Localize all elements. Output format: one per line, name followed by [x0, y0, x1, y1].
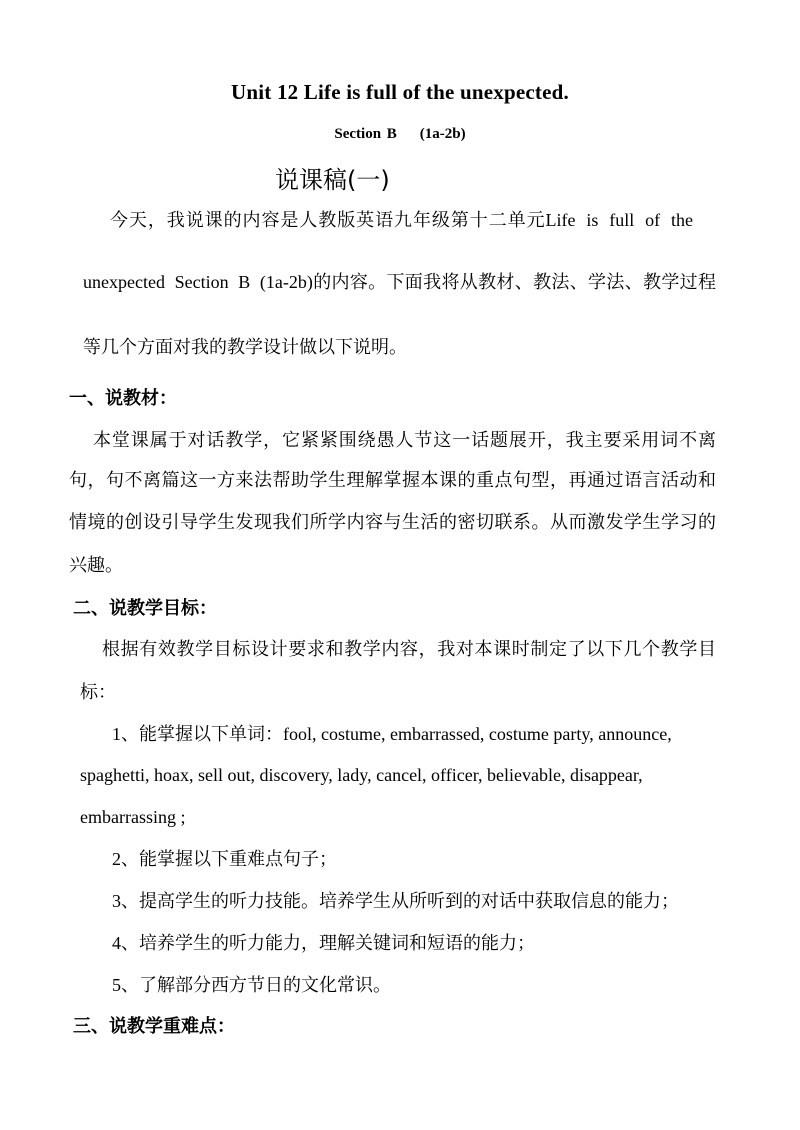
document-title: Unit 12 Life is full of the unexpected.: [231, 80, 569, 104]
section-1-line-2: 句，句不离篇这一方来法帮助学生理解掌握本课的重点句型，再通过语言活动和: [69, 470, 716, 490]
section-1-heading: 一、说教材：: [69, 388, 177, 409]
section-2-intro-line-1: 根据有效教学目标设计要求和教学内容，我对本课时制定了以下几个教学目: [102, 639, 716, 659]
intro-line-3: 等几个方面对我的教学设计做以下说明。: [83, 337, 407, 357]
section-subtitle: Section B (1a-2b): [334, 126, 466, 142]
intro-line-1: 今天，我说课的内容是人教版英语九年级第十二单元Life is full of the: [110, 210, 693, 230]
section-3-heading: 三、说教学重难点：: [73, 1016, 235, 1037]
section-1-line-3: 情境的创设引导学生发现我们所学内容与生活的密切联系。从而激发学生学习的: [69, 512, 716, 532]
objective-1-line-2: spaghetti, hoax, sell out, discovery, lady, cancel, officer, believable, disappear,: [80, 765, 643, 785]
section-2-heading: 二、说教学目标：: [73, 598, 217, 619]
objective-2: 2、能掌握以下重难点句子；: [112, 849, 337, 869]
objective-4: 4、培养学生的听力能力，理解关键词和短语的能力；: [112, 933, 535, 953]
section-1-line-4: 兴趣。: [69, 555, 123, 575]
section-2-intro-line-2: 标：: [80, 682, 116, 702]
section-1-line-1: 本堂课属于对话教学，它紧紧围绕愚人节这一话题展开，我主要采用词不离: [93, 430, 716, 450]
objective-3: 3、提高学生的听力技能。培养学生从所听到的对话中获取信息的能力；: [112, 891, 679, 911]
intro-line-2: unexpected Section B (1a-2b)的内容。下面我将从教材、教法、学法、教学过程: [83, 272, 716, 292]
lecture-subheading: 说课稿(一): [275, 166, 390, 194]
objective-1-line-1: 1、能掌握以下单词：fool, costume, embarrassed, costume party, announce,: [112, 724, 672, 744]
objective-1-line-3: embarrassing ;: [80, 807, 186, 827]
objective-5: 5、了解部分西方节日的文化常识。: [112, 975, 391, 995]
